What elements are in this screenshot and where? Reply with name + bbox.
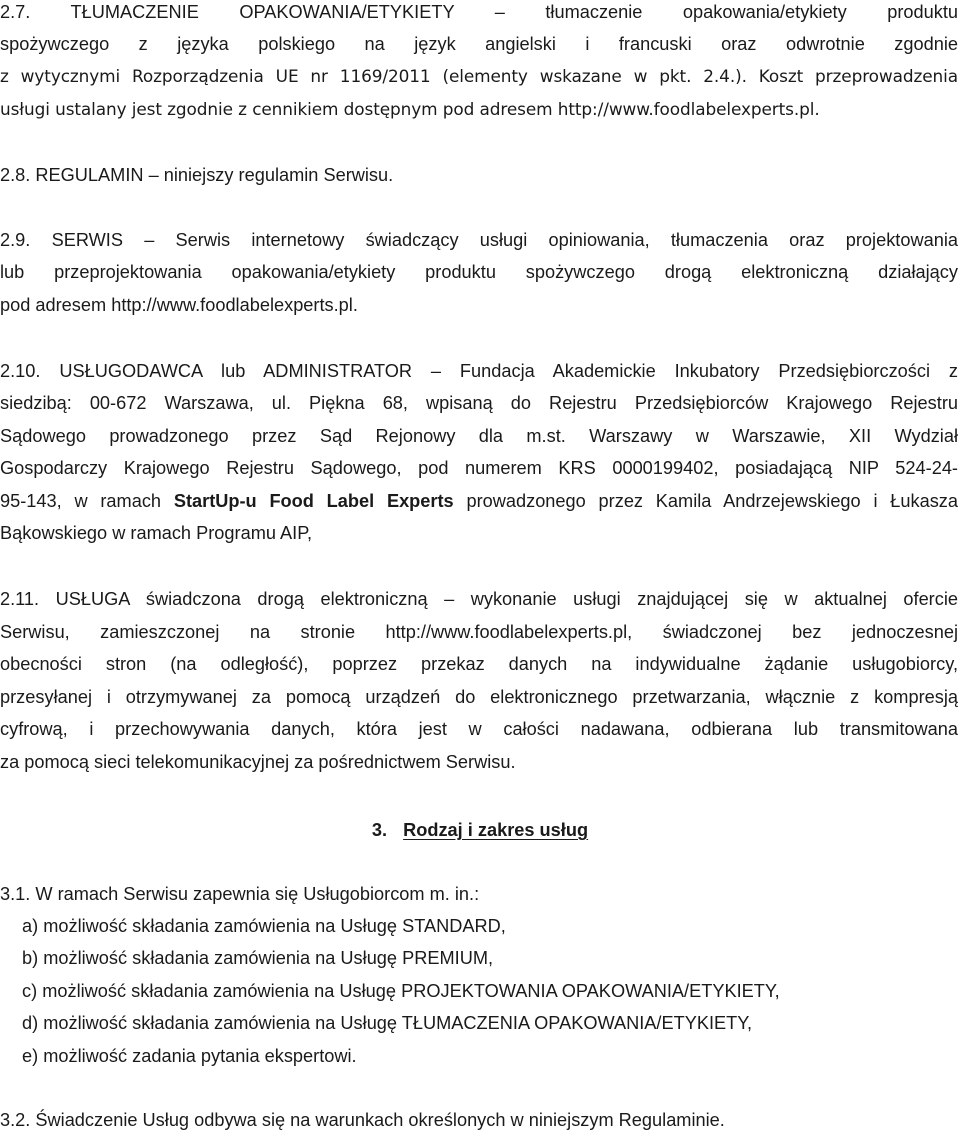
section-3-heading xyxy=(0,814,960,846)
section-3-1-intro: 3.1. W ramach Serwisu zapewnia się Usługobiorcom m. in.: xyxy=(0,884,480,904)
section-2-9-line-1: 2.9. SERWIS – Serwis internetowy świadczący usługi opiniowania, tłumaczenia oraz projektowania xyxy=(0,230,958,250)
section-2-7-line-1: 2.7. TŁUMACZENIE OPAKOWANIA/ETYKIETY – tłumaczenie opakowania/etykiety produktu xyxy=(0,2,958,22)
section-2-11-line-3: obecności stron (na odległość), poprzez przekaz danych na indywidualne żądanie usługobiorcy, xyxy=(0,654,958,674)
section-2-7-line-2: spożywczego z języka polskiego na język angielski i francuski oraz odwrotnie zgodnie xyxy=(0,34,958,54)
section-2-11-line-2: Serwisu, zamieszczonej na stronie http://www.foodlabelexperts.pl, świadczonej bez jednoczesnej xyxy=(0,622,958,642)
section-2-10-line-2: siedzibą: 00-672 Warszawa, ul. Piękna 68, wpisaną do Rejestru Przedsiębiorców Krajowego Rejestru xyxy=(0,393,958,413)
section-2-7-line-3: z wytycznymi Rozporządzenia UE nr 1169/2011 (elementy wskazane w pkt. 2.4.). Koszt przeprowadzenia xyxy=(0,66,958,86)
section-2-9-line-3: pod adresem http://www.foodlabelexperts.pl. xyxy=(0,295,358,315)
list-item-b: b) możliwość składania zamówienia na Usługę PREMIUM, xyxy=(22,948,494,968)
section-2-7-line-4: usługi ustalany jest zgodnie z cennikiem dostępnym pod adresem http://www.foodlabelexperts.pl. xyxy=(0,99,820,119)
section-2-10-line-6: Bąkowskiego w ramach Programu AIP, xyxy=(0,523,313,543)
list-item-d: d) możliwość składania zamówienia na Usługę TŁUMACZENIA OPAKOWANIA/ETYKIETY, xyxy=(22,1013,753,1033)
list-item-c: c) możliwość składania zamówienia na Usługę PROJEKTOWANIA OPAKOWANIA/ETYKIETY, xyxy=(22,981,780,1001)
section-2-11-line-4: przesyłanej i otrzymywanej za pomocą urządzeń do elektronicznego przetwarzania, włącznie z kompresją xyxy=(0,687,958,707)
section-2-10-line-5-post: prowadzonego przez Kamila Andrzejewskiego i Łukasza xyxy=(453,491,958,511)
section-2-10-line-5-pre: 95-143, w ramach xyxy=(0,491,174,511)
section-2-11-line-6: za pomocą sieci telekomunikacyjnej za pośrednictwem Serwisu. xyxy=(0,752,516,772)
section-2-9-line-2: lub przeprojektowania opakowania/etykiety produktu spożywczego drogą elektroniczną działający xyxy=(0,262,958,282)
startup-name: StartUp-u Food Label Experts xyxy=(173,491,454,511)
section-2-10-line-4: Gospodarczy Krajowego Rejestru Sądowego, pod numerem KRS 0000199402, posiadającą NIP 524-24- xyxy=(0,458,958,478)
section-2-10-line-3: Sądowego prowadzonego przez Sąd Rejonowy dla m.st. Warszawy w Warszawie, XII Wydział xyxy=(0,426,958,446)
section-2-11-line-5: cyfrową, i przechowywania danych, która jest w całości nadawana, odbierana lub transmitowana xyxy=(0,719,958,739)
list-item-e: e) możliwość zadania pytania ekspertowi. xyxy=(22,1046,357,1066)
section-2-10-line-5 xyxy=(0,485,958,517)
section-3-2-line-1: 3.2. Świadczenie Usług odbywa się na warunkach określonych w niniejszym Regulaminie. xyxy=(0,1110,725,1130)
section-3-number: 3. xyxy=(371,820,388,840)
section-3-title: Rodzaj i zakres usług xyxy=(403,820,589,840)
list-item-a: a) możliwość składania zamówienia na Usługę STANDARD, xyxy=(22,916,506,936)
section-2-11-line-1: 2.11. USŁUGA świadczona drogą elektroniczną – wykonanie usługi znajdującej się w aktualnej ofercie xyxy=(0,589,958,609)
section-2-10-line-1: 2.10. USŁUGODAWCA lub ADMINISTRATOR – Fundacja Akademickie Inkubatory Przedsiębiorczości z xyxy=(0,361,958,381)
section-2-8-line-1: 2.8. REGULAMIN – niniejszy regulamin Serwisu. xyxy=(0,165,394,185)
